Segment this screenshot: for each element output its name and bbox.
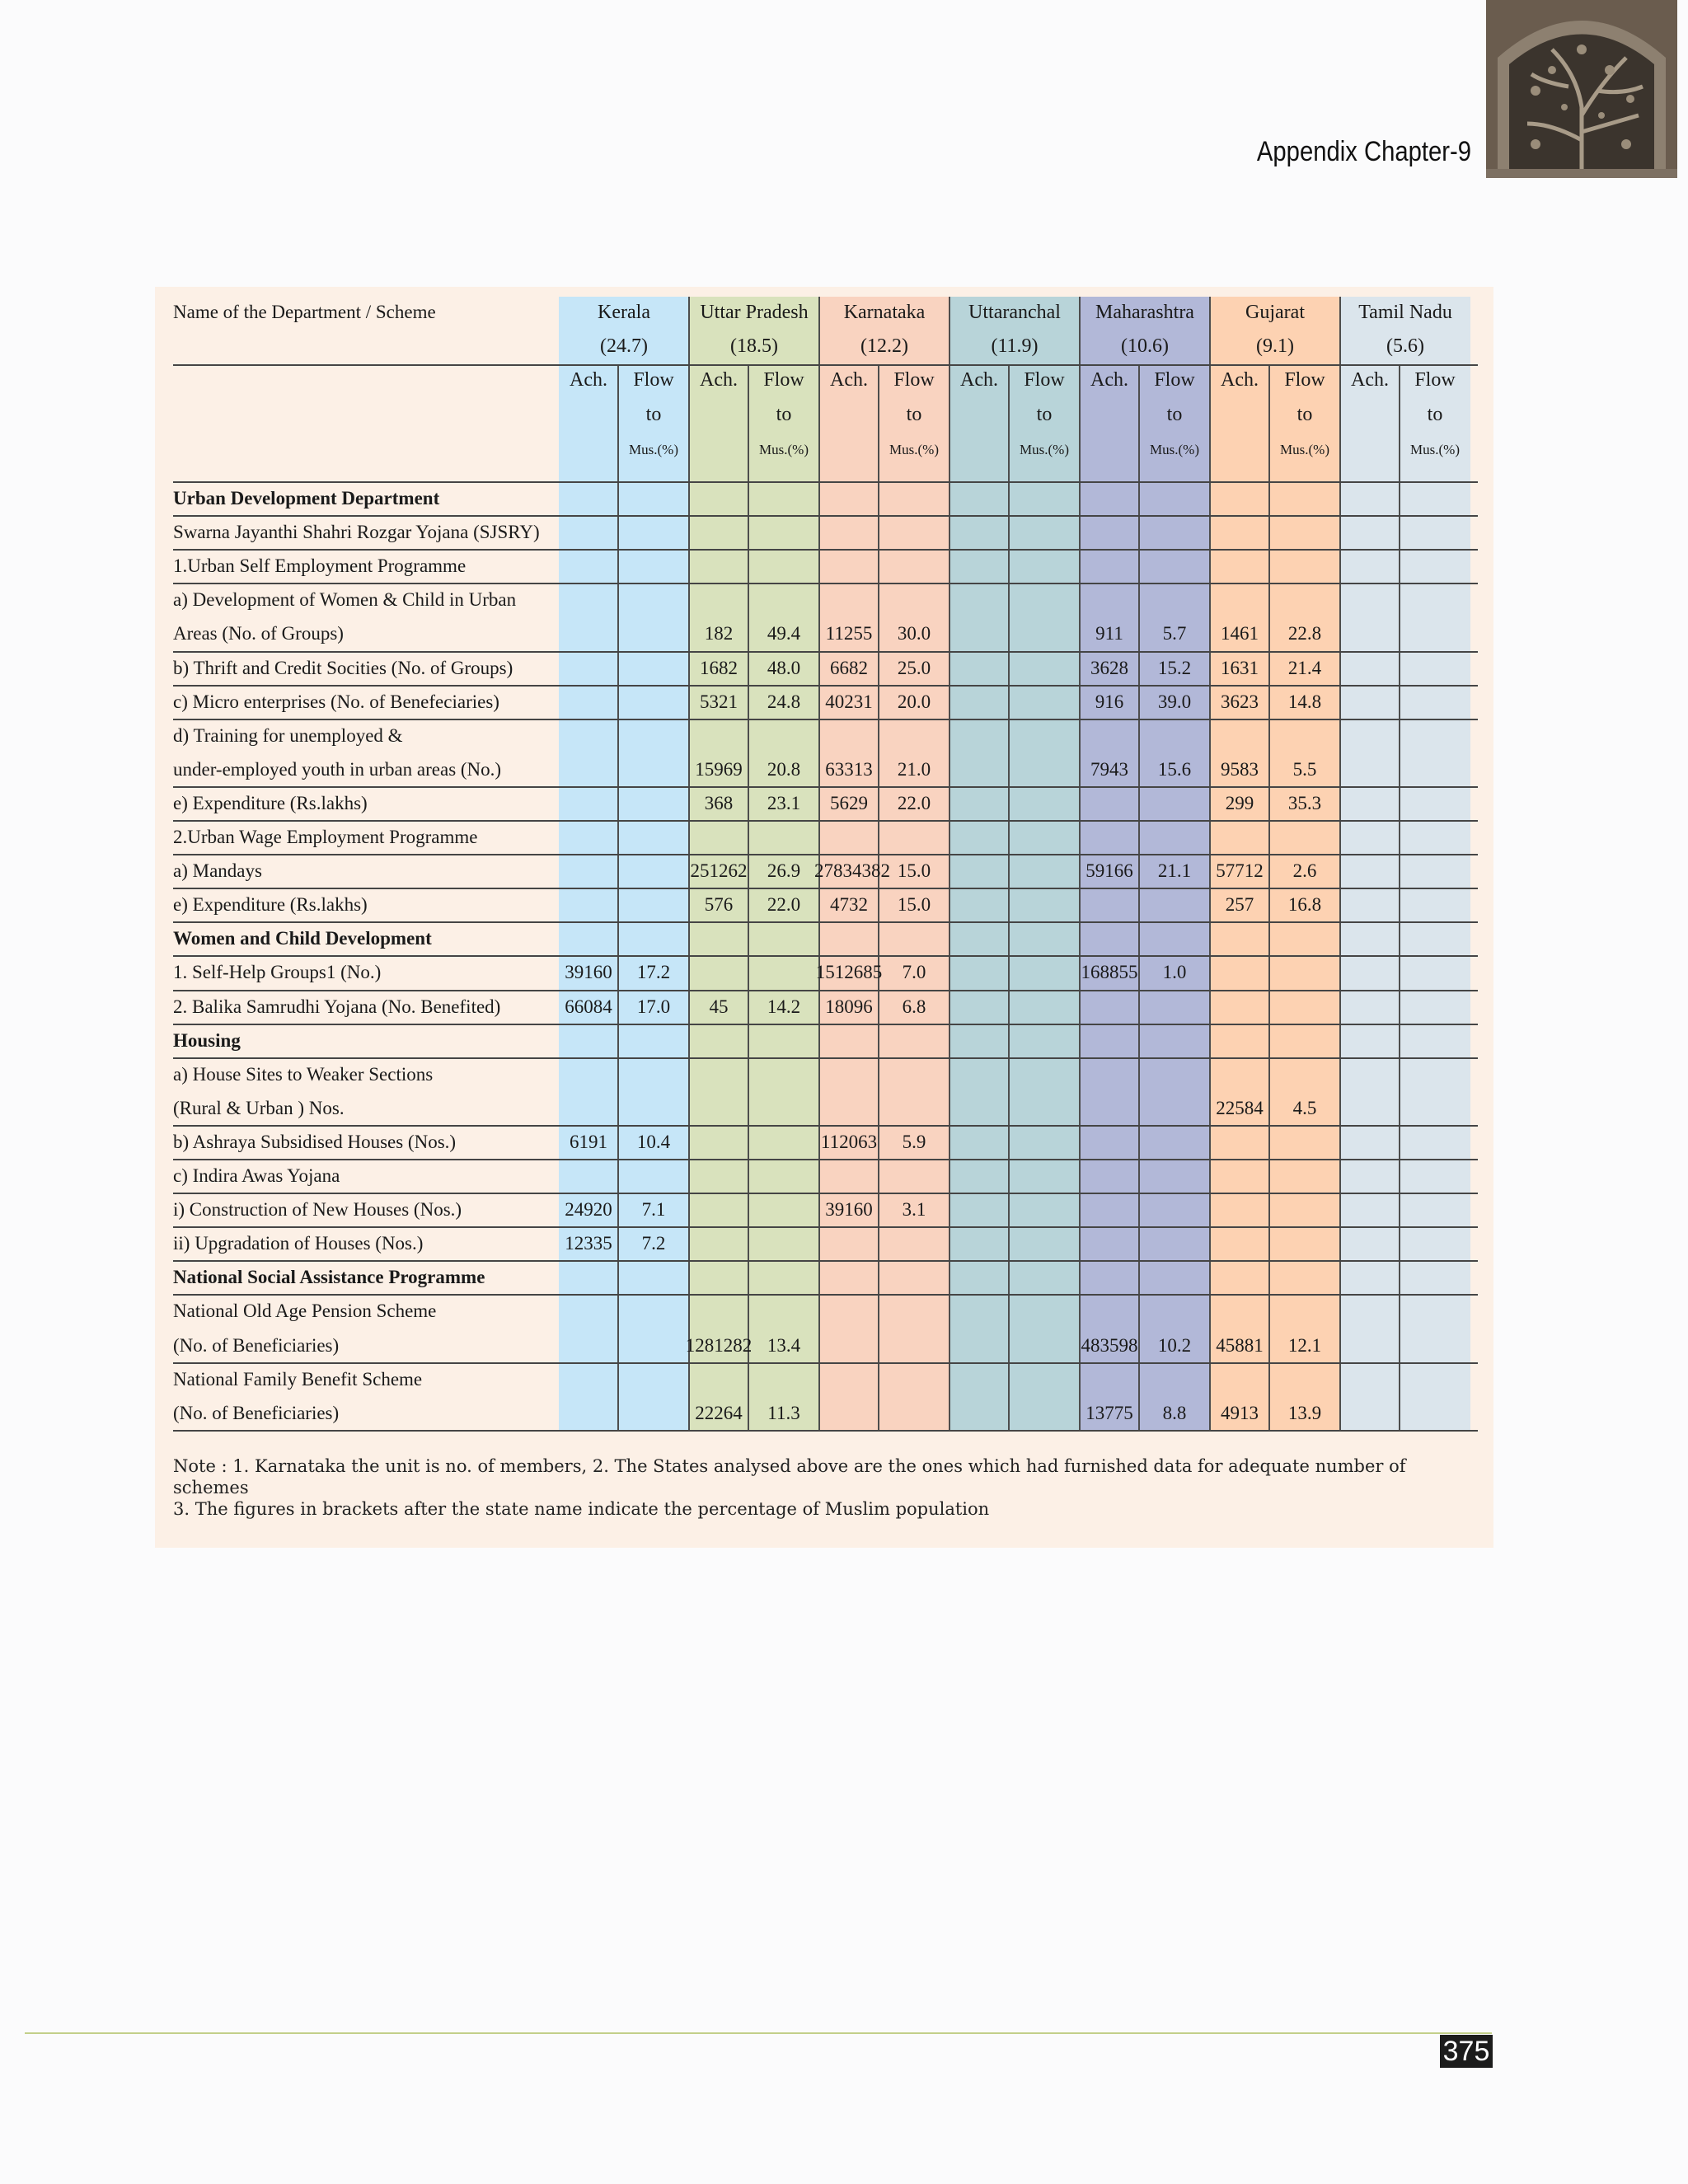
flow-value: 7.2 (641, 1233, 666, 1254)
flow-header: to (1036, 404, 1053, 425)
note-line-2: 3. The figures in brackets after the state name indicate the percentage of Muslim population (173, 1499, 990, 1519)
ach-header: Ach. (700, 369, 738, 391)
flow-value: 22.0 (767, 894, 801, 916)
flow-header: to (1427, 404, 1443, 425)
flow-header: Flow (1284, 369, 1325, 391)
state-name: Gujarat (1245, 302, 1305, 323)
state-muslim-percent: (9.1) (1256, 335, 1294, 357)
flow-value: 3.1 (902, 1199, 926, 1221)
ach-value: 1682 (700, 657, 738, 678)
flow-value: 5.5 (1292, 758, 1317, 780)
row-label: e) Expenditure (Rs.lakhs) (173, 894, 368, 916)
flow-value: 22.8 (1287, 623, 1322, 644)
header-rule (173, 364, 1478, 366)
ach-value: 24920 (565, 1199, 612, 1221)
row-label: e) Expenditure (Rs.lakhs) (173, 792, 368, 813)
flow-value: 7.0 (902, 962, 926, 983)
row-label: c) Indira Awas Yojana (173, 1165, 340, 1186)
flow-value: 24.8 (767, 691, 801, 712)
row-rule (173, 719, 1478, 720)
row-label: National Family Benefit Scheme (173, 1368, 423, 1390)
ach-value: 59166 (1085, 860, 1133, 882)
ach-value: 6191 (570, 1131, 607, 1152)
flow-header: to (776, 404, 792, 425)
flow-value: 21.0 (897, 758, 931, 780)
ach-value: 18096 (825, 996, 873, 1017)
row-rule (173, 1260, 1478, 1262)
ach-value: 4913 (1221, 1402, 1259, 1423)
state-name: Uttar Pradesh (700, 302, 809, 323)
flow-value: 13.4 (767, 1334, 801, 1356)
row-label: 2.Urban Wage Employment Programme (173, 827, 478, 847)
ach-value: 483598 (1081, 1334, 1138, 1356)
flow-value: 5.7 (1162, 623, 1187, 644)
flow-header: Mus.(%) (629, 442, 678, 457)
row-rule (173, 1024, 1478, 1025)
flow-value: 15.6 (1157, 758, 1192, 780)
flow-header: Mus.(%) (889, 442, 939, 457)
ach-header: Ach. (830, 369, 868, 391)
subcolumn-divider (1399, 364, 1400, 1431)
row-rule (173, 685, 1478, 687)
ach-value: 66084 (565, 996, 612, 1017)
row-label: a) Mandays (173, 860, 262, 882)
ach-value: 1461 (1221, 623, 1259, 644)
flow-value: 11.3 (767, 1402, 800, 1423)
flow-value: 6.8 (902, 996, 926, 1017)
ach-value: 45 (709, 996, 729, 1017)
row-rule (173, 1193, 1478, 1194)
ach-header: Ach. (570, 369, 607, 391)
flow-value: 1.0 (1162, 962, 1187, 983)
ach-value: 368 (704, 792, 734, 813)
flow-value: 49.4 (767, 623, 801, 644)
flow-header: Mus.(%) (1150, 442, 1199, 457)
state-muslim-percent: (18.5) (730, 335, 778, 357)
ach-header: Ach. (1221, 369, 1259, 391)
state-muslim-percent: (11.9) (991, 335, 1039, 357)
ach-value: 5321 (700, 691, 738, 712)
row-label: a) House Sites to Weaker Sections (173, 1063, 434, 1085)
subcolumn-divider (1008, 364, 1010, 1431)
subcolumn-divider (1138, 364, 1140, 1431)
flow-value: 12.1 (1287, 1334, 1322, 1356)
row-label: Urban Development Department (173, 488, 440, 509)
ach-value: 27834382 (814, 860, 890, 882)
flow-value: 26.9 (767, 860, 801, 882)
row-label: National Old Age Pension Scheme (173, 1301, 437, 1322)
flow-value: 10.4 (636, 1131, 671, 1152)
flow-value: 23.1 (767, 792, 801, 813)
flow-value: 13.9 (1287, 1402, 1322, 1423)
flow-value: 2.6 (1292, 860, 1317, 882)
flow-header: Mus.(%) (1410, 442, 1460, 457)
ach-value: 40231 (825, 691, 873, 712)
row-rule (173, 515, 1478, 517)
flow-header: Flow (893, 369, 935, 391)
flow-value: 15.0 (897, 894, 931, 916)
state-name: Tamil Nadu (1358, 302, 1452, 323)
flow-value: 14.8 (1287, 691, 1322, 712)
row-label: Women and Child Development (173, 928, 432, 949)
row-rule (173, 549, 1478, 551)
row-rule (173, 1430, 1478, 1432)
flow-header: Flow (1414, 369, 1456, 391)
row-label: (No. of Beneficiaries) (173, 1402, 340, 1423)
flow-value: 10.2 (1157, 1334, 1192, 1356)
flow-header: Flow (1154, 369, 1195, 391)
ach-value: 1631 (1221, 657, 1259, 678)
ach-value: 168855 (1081, 962, 1138, 983)
ach-value: 4732 (830, 894, 868, 916)
ach-value: 3628 (1090, 657, 1128, 678)
row-rule (173, 1125, 1478, 1127)
ach-value: 45881 (1216, 1334, 1264, 1356)
row-label: 1.Urban Self Employment Programme (173, 555, 467, 577)
ach-value: 916 (1095, 691, 1124, 712)
flow-value: 22.0 (897, 792, 931, 813)
ach-value: 63313 (825, 758, 873, 780)
row-rule (173, 1057, 1478, 1059)
ach-value: 5629 (830, 792, 868, 813)
row-label: a) Development of Women & Child in Urban (173, 589, 517, 611)
state-name: Karnataka (843, 302, 926, 323)
row-rule (173, 888, 1478, 889)
flow-value: 20.0 (897, 691, 931, 712)
row-rule (173, 820, 1478, 822)
ach-value: 576 (704, 894, 734, 916)
state-muslim-percent: (24.7) (600, 335, 648, 357)
flow-value: 17.0 (636, 996, 671, 1017)
flow-header: Mus.(%) (1020, 442, 1069, 457)
row-label: c) Micro enterprises (No. of Benefeciaries) (173, 691, 499, 712)
row-label: under-employed youth in urban areas (No.) (173, 758, 502, 780)
state-name: Kerala (598, 302, 650, 323)
state-name: Uttaranchal (968, 302, 1061, 323)
ach-value: 39160 (565, 962, 612, 983)
ach-value: 7943 (1090, 758, 1128, 780)
ach-value: 12335 (565, 1233, 612, 1254)
flow-value: 20.8 (767, 758, 801, 780)
ach-header: Ach. (1351, 369, 1389, 391)
ach-value: 22584 (1216, 1097, 1264, 1118)
state-muslim-percent: (12.2) (860, 335, 908, 357)
flow-value: 15.0 (897, 860, 931, 882)
ach-value: 112063 (820, 1131, 878, 1152)
chapter-title: Appendix Chapter-9 (1256, 136, 1471, 167)
header-rule (173, 481, 1478, 483)
flow-value: 35.3 (1287, 792, 1322, 813)
flow-header: Flow (633, 369, 674, 391)
ach-header: Ach. (1090, 369, 1128, 391)
flow-header: Flow (763, 369, 804, 391)
flow-value: 48.0 (767, 657, 801, 678)
ach-value: 39160 (825, 1199, 873, 1221)
ach-value: 3623 (1221, 691, 1259, 712)
row-label: b) Ashraya Subsidised Houses (Nos.) (173, 1131, 457, 1152)
ach-value: 9583 (1221, 758, 1259, 780)
table-note (173, 1455, 1484, 1520)
row-rule (173, 990, 1478, 991)
flow-value: 5.9 (902, 1131, 926, 1152)
row-rule (173, 921, 1478, 923)
ach-value: 257 (1225, 894, 1254, 916)
flow-value: 8.8 (1162, 1402, 1187, 1423)
row-label: Housing (173, 1029, 241, 1051)
flow-value: 25.0 (897, 657, 931, 678)
scheme-flow-table (173, 297, 1478, 1459)
row-label: ii) Upgradation of Houses (Nos.) (173, 1233, 424, 1254)
row-label: National Social Assistance Programme (173, 1267, 485, 1288)
ach-value: 13775 (1085, 1402, 1133, 1423)
flow-value: 39.0 (1157, 691, 1192, 712)
ach-value: 57712 (1216, 860, 1264, 882)
flow-header: Mus.(%) (759, 442, 809, 457)
page-number: 375 (1440, 2035, 1493, 2068)
state-muslim-percent: (5.6) (1386, 335, 1424, 357)
ach-value: 251262 (690, 860, 748, 882)
subcolumn-divider (617, 364, 619, 1431)
row-rule (173, 854, 1478, 855)
row-rule (173, 583, 1478, 584)
flow-header: to (906, 404, 922, 425)
state-muslim-percent: (10.6) (1121, 335, 1169, 357)
flow-value: 21.4 (1287, 657, 1322, 678)
flow-header: Flow (1024, 369, 1065, 391)
row-rule (173, 786, 1478, 788)
row-label: d) Training for unemployed & (173, 724, 403, 746)
scheme-column-header: Name of the Department / Scheme (173, 302, 436, 322)
flow-value: 4.5 (1292, 1097, 1317, 1118)
ach-value: 22264 (695, 1402, 743, 1423)
flow-value: 15.2 (1157, 657, 1192, 678)
row-label: Swarna Jayanthi Shahri Rozgar Yojana (SJSRY) (173, 522, 540, 543)
ach-value: 1512685 (815, 962, 883, 983)
flow-value: 14.2 (767, 996, 801, 1017)
flow-value: 30.0 (897, 623, 931, 644)
ach-value: 15969 (695, 758, 743, 780)
ach-value: 299 (1225, 792, 1254, 813)
flow-header: to (1166, 404, 1183, 425)
ach-value: 11255 (825, 623, 873, 644)
flow-value: 7.1 (641, 1199, 666, 1221)
row-label: 1. Self-Help Groups1 (No.) (173, 962, 382, 983)
state-name: Maharashtra (1095, 302, 1194, 323)
row-label: b) Thrift and Credit Socities (No. of Groups) (173, 657, 513, 678)
row-label: Areas (No. of Groups) (173, 623, 344, 644)
row-rule (173, 651, 1478, 653)
flow-header: to (645, 404, 662, 425)
row-label: (No. of Beneficiaries) (173, 1334, 340, 1356)
row-rule (173, 1294, 1478, 1296)
note-line-1: Note : 1. Karnataka the unit is no. of members, 2. The States analysed above are the ones which had furnished data for adequate number of schemes (173, 1456, 1406, 1497)
row-rule (173, 1226, 1478, 1228)
flow-header: to (1296, 404, 1313, 425)
row-label: i) Construction of New Houses (Nos.) (173, 1199, 462, 1221)
ach-value: 911 (1095, 623, 1123, 644)
row-rule (173, 1362, 1478, 1364)
row-rule (173, 955, 1478, 957)
row-label: 2. Balika Samrudhi Yojana (No. Benefited) (173, 996, 501, 1017)
row-label: (Rural & Urban ) Nos. (173, 1097, 345, 1118)
flow-value: 21.1 (1157, 860, 1192, 882)
stone-lattice-window-icon (1486, 0, 1677, 178)
flow-value: 16.8 (1287, 894, 1322, 916)
data-panel (155, 287, 1493, 1548)
ach-value: 1281282 (685, 1334, 753, 1356)
footer-rule (25, 2032, 1492, 2034)
row-rule (173, 1159, 1478, 1160)
flow-value: 17.2 (636, 962, 671, 983)
ach-value: 182 (704, 623, 734, 644)
flow-header: Mus.(%) (1280, 442, 1329, 457)
ach-header: Ach. (960, 369, 998, 391)
ach-value: 6682 (830, 657, 868, 678)
